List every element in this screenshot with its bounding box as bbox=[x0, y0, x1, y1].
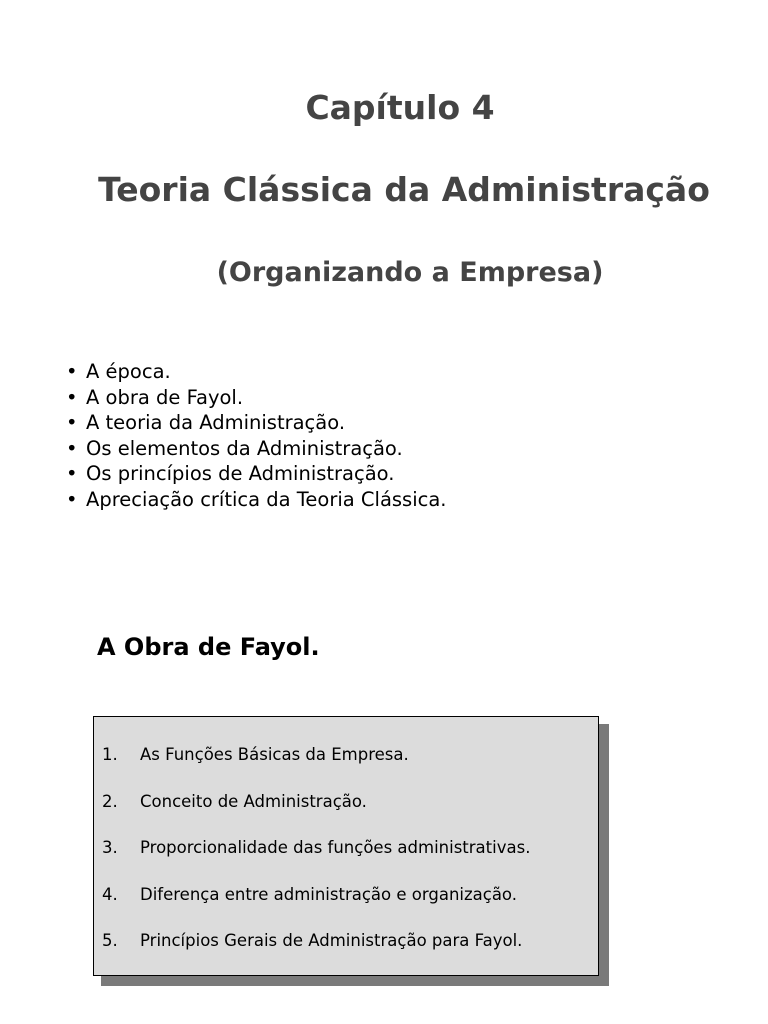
list-item bbox=[66, 461, 447, 487]
list-item bbox=[102, 885, 530, 932]
topic-text: Os princípios de Administração. bbox=[86, 462, 395, 486]
item-number: 3. bbox=[102, 838, 118, 857]
topic-text: Apreciação crítica da Teoria Clássica. bbox=[86, 487, 447, 511]
topic-text: Os elementos da Administração. bbox=[86, 436, 403, 460]
fayol-topics-box bbox=[93, 716, 599, 976]
bullet-icon: • bbox=[66, 385, 78, 409]
list-item bbox=[102, 792, 530, 839]
bullet-icon: • bbox=[66, 462, 78, 486]
chapter-subtitle: (Organizando a Empresa) bbox=[216, 257, 604, 288]
item-text: Diferença entre administração e organização. bbox=[140, 884, 517, 904]
item-number: 2. bbox=[102, 791, 118, 811]
list-item bbox=[102, 838, 530, 885]
bullet-icon: • bbox=[66, 487, 78, 511]
topic-text: A época. bbox=[86, 360, 171, 383]
list-item bbox=[66, 385, 447, 411]
bullet-icon: • bbox=[66, 436, 78, 460]
chapter-title: Teoria Clássica da Administração bbox=[98, 170, 710, 209]
list-item bbox=[66, 410, 447, 436]
item-text: Princípios Gerais de Administração para Fayol. bbox=[140, 931, 523, 950]
bullet-icon: • bbox=[66, 360, 78, 383]
item-number: 1. bbox=[102, 745, 118, 764]
numbered-list bbox=[102, 745, 530, 978]
bullet-icon: • bbox=[66, 411, 78, 435]
item-text: Proporcionalidade das funções administrativas. bbox=[140, 838, 531, 857]
section-title: A Obra de Fayol. bbox=[97, 633, 320, 661]
topic-text: A teoria da Administração. bbox=[86, 411, 346, 435]
list-item bbox=[66, 436, 447, 462]
topic-list bbox=[66, 359, 447, 513]
chapter-heading: Capítulo 4 bbox=[305, 88, 495, 127]
topic-text: A obra de Fayol. bbox=[86, 385, 244, 409]
list-item bbox=[102, 931, 530, 978]
item-text: As Funções Básicas da Empresa. bbox=[140, 745, 409, 764]
item-number: 4. bbox=[102, 884, 118, 904]
item-number: 5. bbox=[102, 931, 118, 950]
item-text: Conceito de Administração. bbox=[140, 791, 367, 811]
list-item bbox=[66, 487, 447, 513]
list-item bbox=[66, 359, 447, 385]
list-item bbox=[102, 745, 530, 792]
